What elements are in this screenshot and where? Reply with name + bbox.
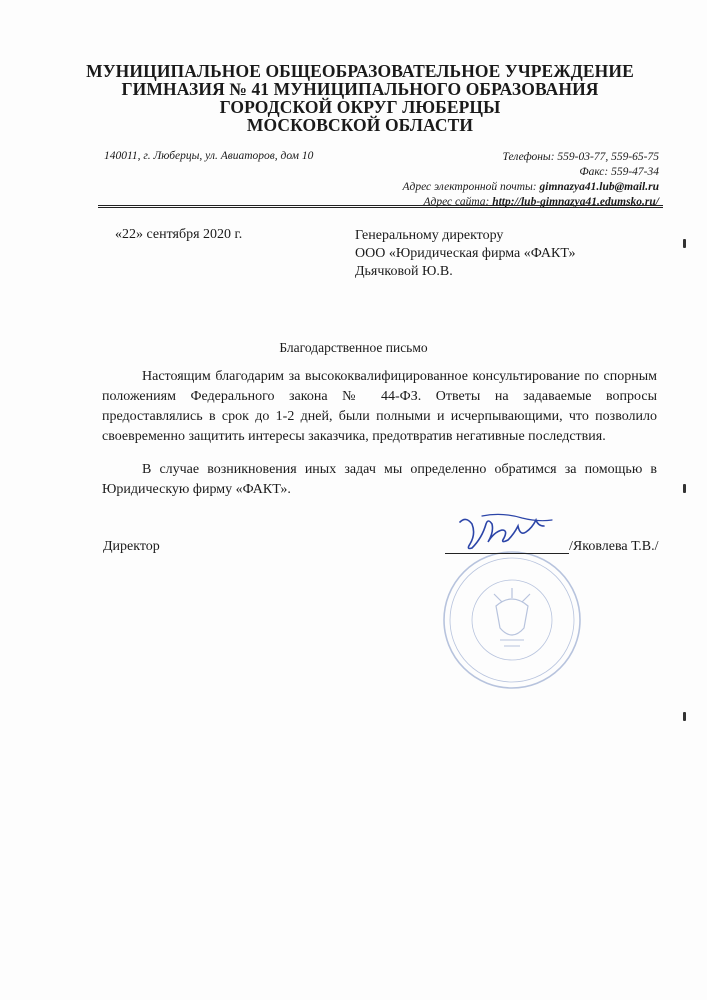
email-address: gimnazya41.lub@mail.ru	[539, 181, 659, 193]
letter-body	[102, 367, 657, 513]
scan-mark	[683, 239, 686, 248]
signer-position: Директор	[103, 539, 160, 554]
header-divider	[98, 205, 663, 208]
postal-address: 140011, г. Люберцы, ул. Авиаторов, дом 10	[104, 150, 314, 162]
fax: Факс: 559-47-34	[579, 166, 659, 178]
letter-title: Благодарственное письмо	[279, 340, 428, 355]
letter-date: «22» сентября 2020 г.	[115, 227, 243, 242]
recipient-line-3: Дьячковой Ю.В.	[355, 264, 453, 279]
email-line	[402, 180, 659, 195]
scan-mark	[683, 712, 686, 721]
signer-name: /Яковлева Т.В./	[569, 539, 659, 554]
site-url: http://lub-gimnazya41.edumsko.ru/	[492, 196, 659, 208]
body-paragraph-1: Настоящим благодарим за высококвалифицированное консультирование по спорным положениям Федерального закона № 44-ФЗ. Ответы на задаваемые вопросы предоставлялись в срок до 1-2 дней, были полными и исчерпывающими, что позволило своевременно защитить интересы заказчика, предотвратив негативные последствия.	[102, 369, 657, 444]
recipient-line-1: Генеральному директору	[355, 228, 504, 243]
recipient-block	[355, 227, 576, 281]
email-label: Адрес электронной почты:	[402, 181, 540, 193]
official-seal	[440, 548, 585, 693]
organization-header	[60, 62, 660, 134]
contact-block	[402, 150, 659, 210]
scan-mark	[683, 484, 686, 493]
header-line-1: МУНИЦИПАЛЬНОЕ ОБЩЕОБРАЗОВАТЕЛЬНОЕ УЧРЕЖДЕНИЕ	[86, 61, 634, 81]
recipient-line-2: ООО «Юридическая фирма «ФАКТ»	[355, 246, 576, 261]
phones: Телефоны: 559-03-77, 559-65-75	[502, 151, 659, 163]
signature-line	[445, 553, 569, 554]
header-line-4: МОСКОВСКОЙ ОБЛАСТИ	[246, 115, 474, 135]
body-paragraph-2: В случае возникновения иных задач мы определенно обратимся за помощью в Юридическую фирму «ФАКТ».	[102, 462, 657, 497]
header-line-2: ГИМНАЗИЯ № 41 МУНИЦИПАЛЬНОГО ОБРАЗОВАНИЯ	[121, 79, 599, 99]
header-line-3: ГОРОДСКОЙ ОКРУГ ЛЮБЕРЦЫ	[219, 97, 501, 117]
site-label: Адрес сайта:	[423, 196, 493, 208]
signature-row	[103, 539, 683, 569]
